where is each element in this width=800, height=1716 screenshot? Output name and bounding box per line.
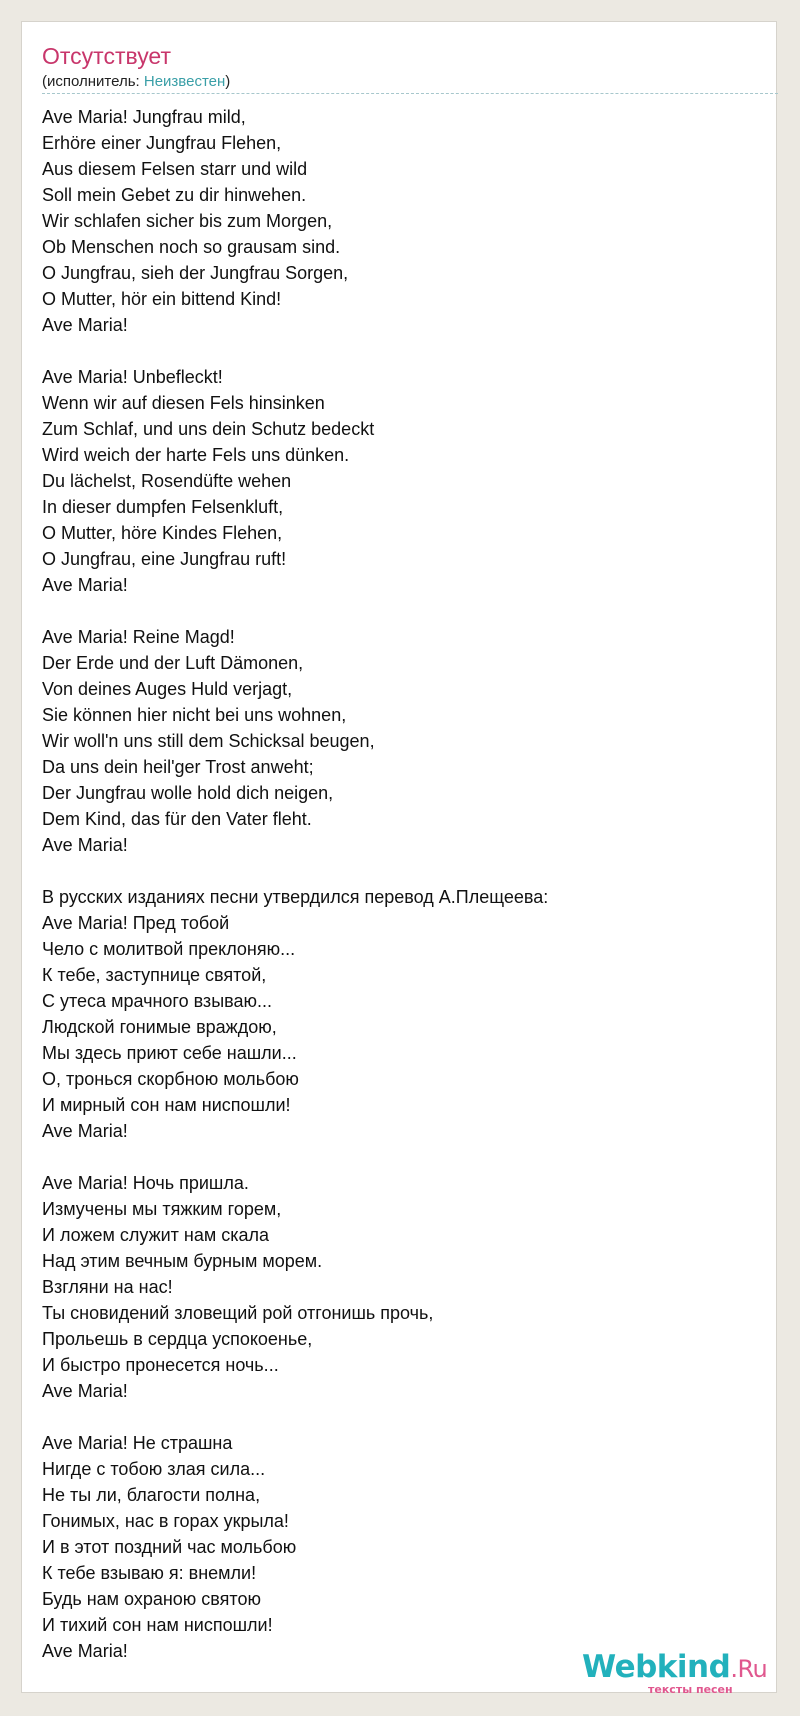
lyric-line: Взгляни на нас! [42,1277,173,1297]
lyric-line: Ave Maria! Пред тобой [42,913,230,933]
lyric-line: O Mutter, hör ein bittend Kind! [42,289,282,309]
stanza-gap [42,1404,762,1430]
lyric-line: Над этим вечным бурным морем. [42,1251,323,1271]
lyric-line: Людской гонимые враждою, [42,1017,277,1037]
lyric-line: Не ты ли, благости полна, [42,1485,261,1505]
lyric-line: И тихий сон нам ниспошли! [42,1615,273,1635]
lyric-line: Der Erde und der Luft Dämonen, [42,653,304,673]
lyric-line: Будь нам охраною святою [42,1589,261,1609]
lyrics-body [42,104,762,1664]
lyric-line: In dieser dumpfen Felsenkluft, [42,497,284,517]
stanza-gap [42,598,762,624]
lyric-line: Von deines Auges Huld verjagt, [42,679,293,699]
stanza-gap [42,858,762,884]
lyric-line: Wenn wir auf diesen Fels hinsinken [42,393,325,413]
lyric-line: И в этот поздний час мольбою [42,1537,297,1557]
lyric-line: Ave Maria! Jungfrau mild, [42,107,246,127]
logo-tld: .Ru [730,1655,768,1683]
site-logo[interactable] [582,1650,772,1694]
artist-line [42,73,230,91]
lyric-line: Ave Maria! [42,1641,128,1661]
lyric-line: И мирный сон нам ниспошли! [42,1095,291,1115]
lyric-line: Ave Maria! [42,1381,128,1401]
artist-suffix: ) [225,73,231,90]
lyric-line: Zum Schlaf, und uns dein Schutz bedeckt [42,419,375,439]
lyric-line: К тебе, заступнице святой, [42,965,267,985]
lyric-line: Dem Kind, das für den Vater fleht. [42,809,312,829]
artist-prefix: (исполнитель: [42,73,144,90]
lyric-line: Ave Maria! Ночь пришла. [42,1173,249,1193]
lyric-line: Erhöre einer Jungfrau Flehen, [42,133,282,153]
artist-link[interactable]: Неизвестен [143,73,226,90]
lyric-line: Прольешь в сердца успокоенье, [42,1329,313,1349]
lyrics-card [21,21,777,1696]
logo-tagline: тексты песен [648,1683,733,1696]
lyric-line: Soll mein Gebet zu dir hinwehen. [42,185,307,205]
lyric-line: Гонимых, нас в горах укрыла! [42,1511,289,1531]
lyric-line: В русских изданиях песни утвердился перевод А.Плещеева: [42,887,549,907]
lyric-line: O Jungfrau, sieh der Jungfrau Sorgen, [42,263,349,283]
header-divider [42,93,778,94]
lyric-line: Чело с молитвой преклоняю... [42,939,296,959]
lyric-line: О, тронься скорбною мольбою [42,1069,299,1089]
lyric-line: Ave Maria! [42,835,128,855]
lyric-line: Ты сновидений зловещий рой отгонишь прочь, [42,1303,434,1323]
lyric-line: Du lächelst, Rosendüfte wehen [42,471,292,491]
lyric-line: Ave Maria! [42,1121,128,1141]
lyric-line: Измучены мы тяжким горем, [42,1199,282,1219]
lyric-line: Мы здесь приют себе нашли... [42,1043,297,1063]
stanza-gap [42,338,762,364]
lyric-line: Aus diesem Felsen starr und wild [42,159,308,179]
lyric-line: Ave Maria! Unbefleckt! [42,367,223,387]
lyric-line: И ложем служит нам скала [42,1225,270,1245]
lyric-line: К тебе взываю я: внемли! [42,1563,257,1583]
lyric-line: O Jungfrau, eine Jungfrau ruft! [42,549,287,569]
lyric-line: Ave Maria! Reine Magd! [42,627,235,647]
stanza-gap [42,1144,762,1170]
lyric-line: Da uns dein heil'ger Trost anweht; [42,757,314,777]
lyric-line: Der Jungfrau wolle hold dich neigen, [42,783,334,803]
lyric-line: Ave Maria! [42,575,128,595]
lyric-line: Нигде с тобою злая сила... [42,1459,266,1479]
song-title: Отсутствует [42,43,171,69]
logo-wordmark [582,1650,767,1686]
lyric-line: Wird weich der harte Fels uns dünken. [42,445,350,465]
lyric-line: С утеса мрачного взываю... [42,991,273,1011]
lyric-line: Ave Maria! [42,315,128,335]
lyric-line: Ob Menschen noch so grausam sind. [42,237,341,257]
lyric-line: Sie können hier nicht bei uns wohnen, [42,705,347,725]
logo-main-text: Webkind [582,1649,731,1685]
lyric-line: Ave Maria! Не страшна [42,1433,233,1453]
lyric-line: O Mutter, höre Kindes Flehen, [42,523,283,543]
lyric-line: И быстро пронесется ночь... [42,1355,279,1375]
lyric-line: Wir woll'n uns still dem Schicksal beugen, [42,731,375,751]
lyric-line: Wir schlafen sicher bis zum Morgen, [42,211,333,231]
